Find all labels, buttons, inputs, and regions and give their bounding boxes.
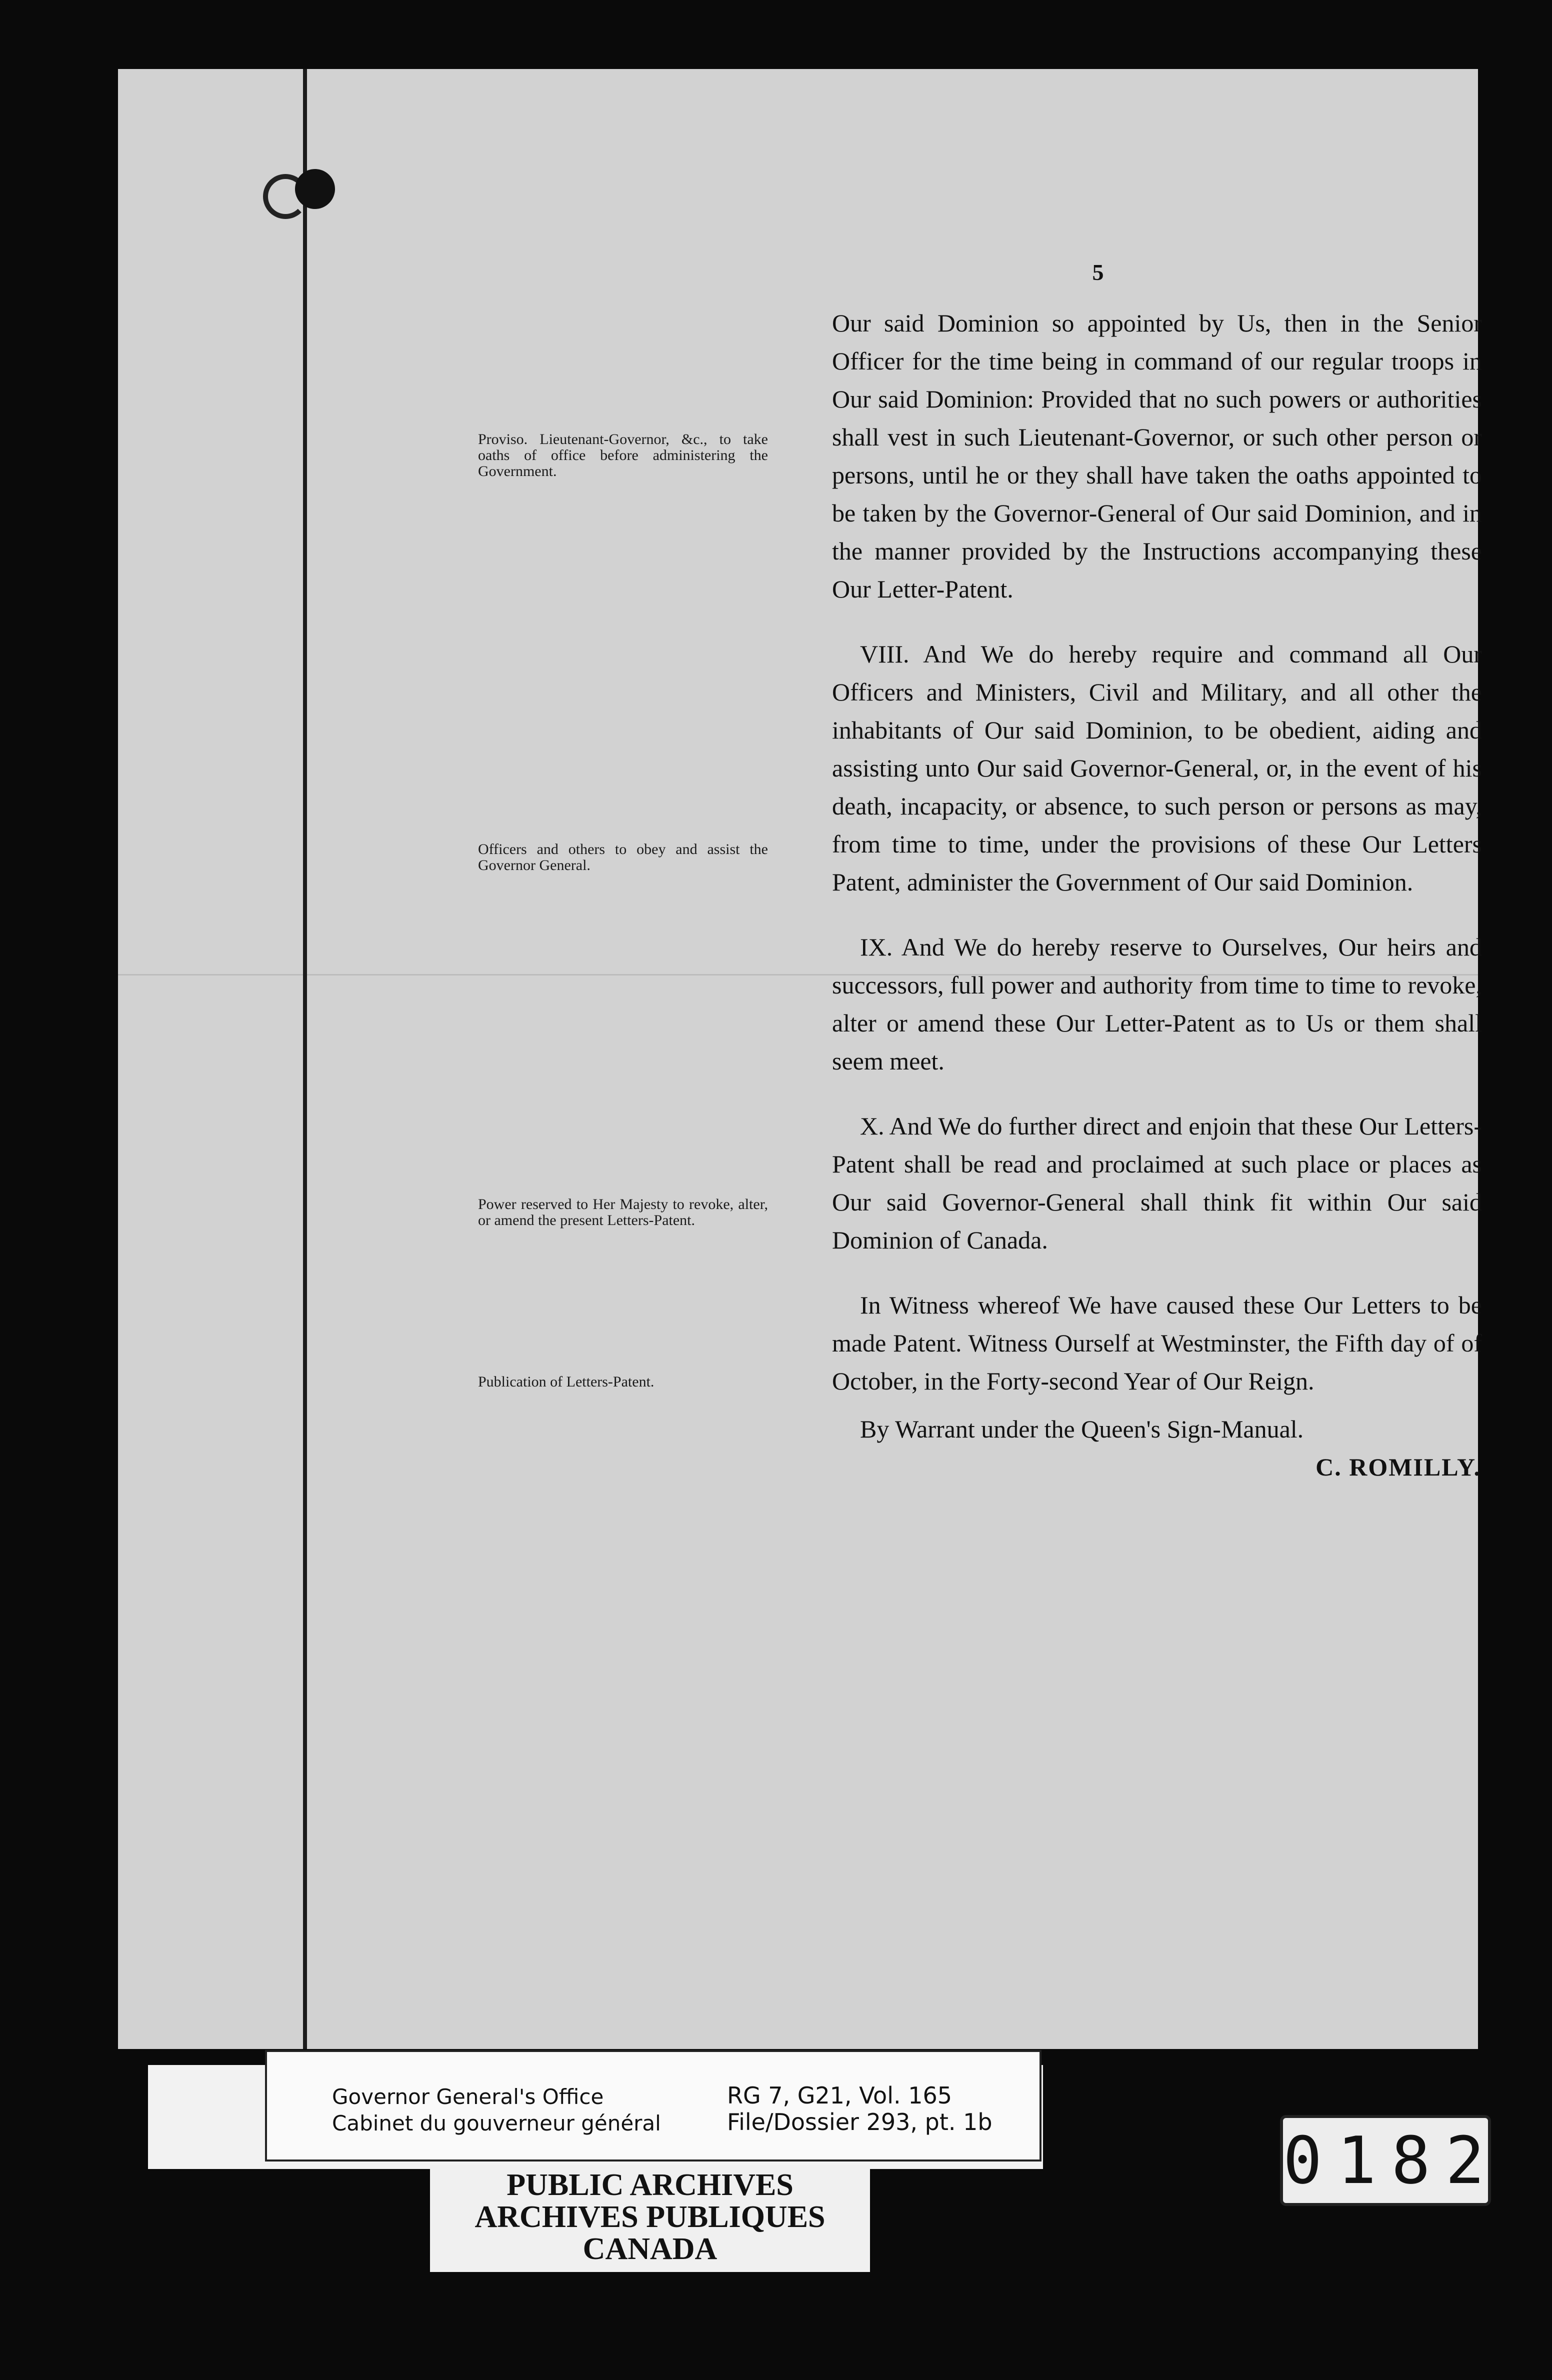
institution-line-1: PUBLIC ARCHIVES	[506, 2168, 794, 2202]
document-page	[118, 69, 1482, 2049]
office-french: Cabinet du gouverneur général	[332, 2111, 661, 2136]
institution-line-3: CANADA	[582, 2232, 718, 2266]
institution-line-2: ARCHIVES PUBLIQUES	[474, 2200, 826, 2234]
body-text	[832, 304, 1482, 1486]
institution-title	[430, 2165, 870, 2272]
frame-number: 0182	[1280, 2115, 1491, 2206]
paragraph-witness: In Witness whereof We have caused these Our Letters to be made Patent. Witness Ourself at Westminster, the Fifth day of of October, in the Forty-second Year of Our Reign.	[832, 1291, 1482, 1395]
record-group-reference: RG 7, G21, Vol. 165	[727, 2082, 952, 2109]
margin-note-officers: Officers and others to obey and assist the Governor General.	[478, 841, 768, 874]
punch-hole	[295, 169, 335, 209]
paragraph-viii: VIII. And We do hereby require and command all Our Officers and Ministers, Civil and Military, and all other the inhabitants of Our said Dominion, to be obedient, aiding and assisting unto Our said Governor-General, or, in the event of his death, incapacity, or absence, to such person or persons as may, from time to time, under the provisions of these Our Letters Patent, administer the Government of Our said Dominion.	[832, 640, 1482, 896]
margin-note-publication: Publication of Letters-Patent.	[478, 1374, 654, 1390]
signature: C. ROMILLY.	[1316, 1453, 1481, 1481]
paragraph-warrant: By Warrant under the Queen's Sign-Manual.	[860, 1415, 1304, 1443]
paragraph-continuation: Our said Dominion so appointed by Us, then in the Senior Officer for the time being in command of our regular troops in Our said Dominion: Provided that no such powers or authorities shall vest in such Lieutenant-Governor, or such other person or persons, until he or they shall have taken the oaths appointed to be taken by the Governor-General of Our said Dominion, and in the manner provided by the Instructions accompanying these Our Letter-Patent.	[832, 309, 1482, 603]
margin-note-proviso: Proviso. Lieutenant-Governor, &c., to take oaths of office before administering the Government.	[478, 431, 768, 480]
binding-edge	[303, 69, 307, 2049]
file-reference: File/Dossier 293, pt. 1b	[727, 2108, 992, 2136]
margin-note-power-reserved: Power reserved to Her Majesty to revoke, alter, or amend the present Letters-Patent.	[478, 1196, 768, 1228]
paragraph-x: X. And We do further direct and enjoin that these Our Letters-Patent shall be read and proclaimed at such place or places as Our said Governor-General shall think fit within Our said Dominion of Canada.	[832, 1112, 1482, 1254]
office-english: Governor General's Office	[332, 2084, 604, 2109]
page-number: 5	[1092, 260, 1104, 285]
archive-label	[265, 2050, 1042, 2162]
paragraph-ix: IX. And We do hereby reserve to Ourselves, Our heirs and successors, full power and authority from time to time to revoke, alter or amend these Our Letter-Patent as to Us or them shall seem meet.	[832, 933, 1482, 1075]
